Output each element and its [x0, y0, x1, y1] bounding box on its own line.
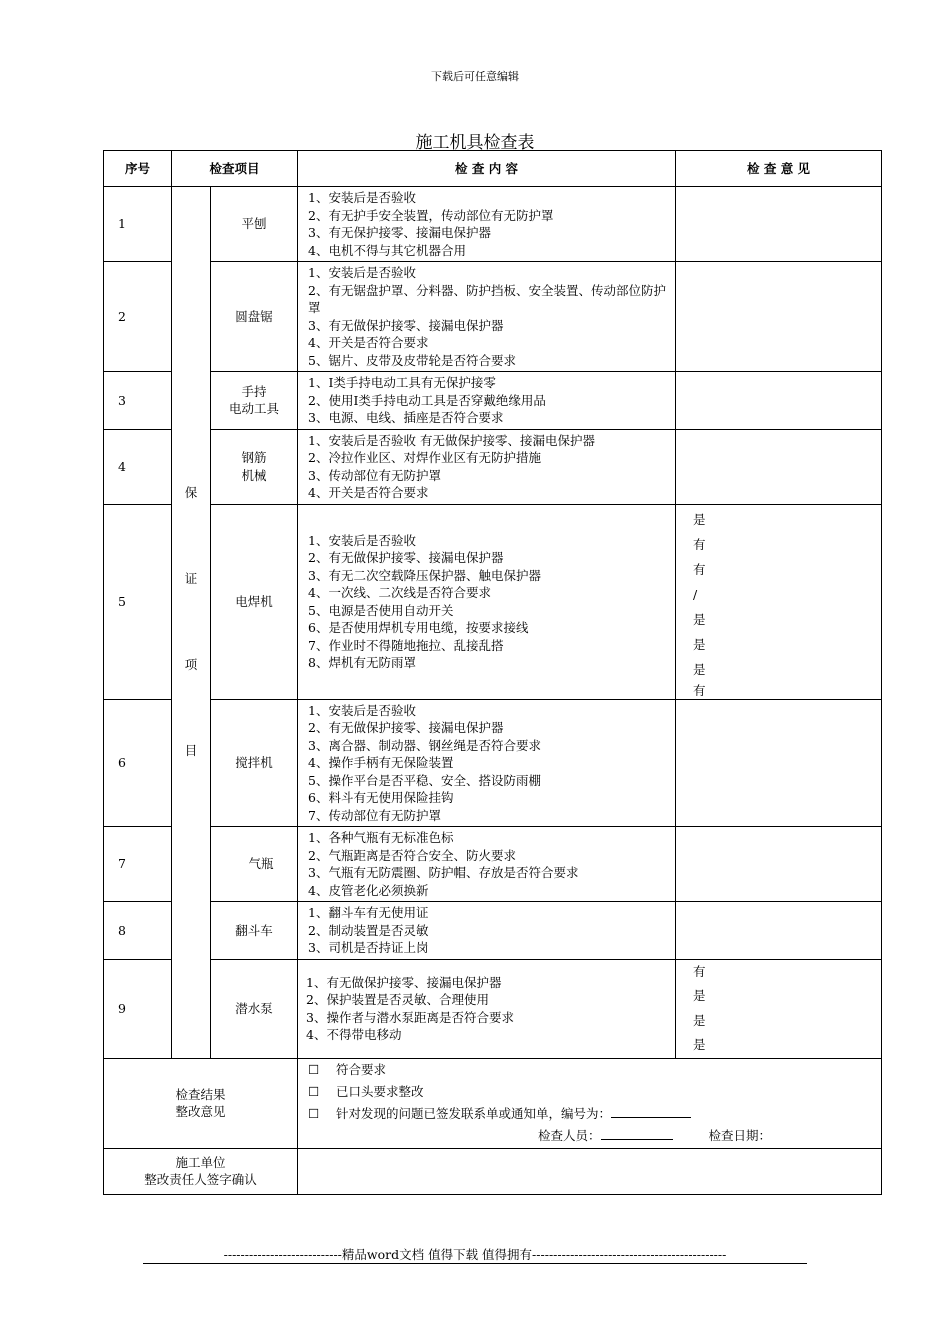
content-line: 2、制动装置是否灵敏: [308, 922, 429, 938]
content-line: 3、有无做保护接零、接漏电保护器: [308, 317, 504, 333]
footer-rule: [143, 1263, 807, 1264]
item-name: 圆盘锯: [235, 308, 273, 324]
row-opinion: [676, 504, 882, 699]
content-line: 1、I类手持电动工具有无保护接零: [308, 375, 496, 390]
result-label-line: 整改意见: [175, 1104, 226, 1119]
content-line: 1、翻斗车有无使用证: [308, 905, 429, 920]
row-content: [298, 372, 676, 430]
result-option[interactable]: [298, 1103, 881, 1125]
row-item: [211, 429, 298, 504]
content-line: 4、开关是否符合要求: [308, 485, 429, 500]
content-line: 3、操作者与潜水泵距离是否符合要求: [306, 1009, 514, 1025]
row-opinion: [676, 262, 882, 372]
item-name: 机械: [241, 467, 267, 483]
content-line: 3、传动部位有无防护罩: [308, 467, 441, 483]
content-line: 1、有无做保护接零、接漏电保护器: [306, 974, 502, 990]
inspector-label: 检查人员：: [538, 1128, 601, 1143]
content-line: 2、有无锯盘护罩、分料器、防护挡板、安全装置、传动部位防护罩: [308, 282, 666, 315]
category-char: 目: [184, 743, 198, 759]
table-row: [104, 187, 882, 262]
header-opinion: 检 查 意 见: [676, 151, 882, 187]
content-line: 3、司机是否持证上岗: [308, 940, 429, 955]
item-name: 搅拌机: [235, 755, 273, 770]
item-name: 气瓶: [248, 856, 274, 872]
content-line: 1、安装后是否验收: [308, 702, 416, 718]
table-row: [104, 262, 882, 372]
table-row: [104, 699, 882, 827]
content-line: 2、有无护手安全装置，传动部位有无防护罩: [308, 207, 554, 223]
content-line: 3、电源、电线、插座是否符合要求: [308, 410, 504, 425]
row-seq: 4: [104, 429, 172, 504]
signature-row: [104, 1148, 882, 1194]
row-opinion: [676, 187, 882, 262]
content-line: 8、焊机有无防雨罩: [308, 655, 416, 670]
item-name: 电动工具: [229, 401, 280, 417]
row-seq: 8: [104, 902, 172, 960]
content-line: 3、气瓶有无防震圈、防护帽、存放是否符合要求: [308, 865, 579, 880]
inspector-line: [298, 1125, 881, 1147]
row-item: [211, 902, 298, 960]
signature-field[interactable]: [298, 1148, 882, 1194]
header-row: [104, 151, 882, 187]
row-seq: 7: [104, 827, 172, 902]
opinion-value: 有: [693, 963, 706, 979]
table-row: [104, 902, 882, 960]
content-line: 2、使用I类手持电动工具是否穿戴绝缘用品: [308, 392, 546, 408]
content-line: 1、安装后是否验收: [308, 190, 416, 205]
content-line: 6、料斗有无使用保险挂钩: [308, 790, 454, 805]
header-item: 检查项目: [172, 151, 298, 187]
row-item: [211, 504, 298, 699]
row-seq: 1: [104, 187, 172, 262]
opinion-value: 是: [693, 1037, 706, 1052]
row-opinion: [676, 959, 882, 1058]
row-content: [298, 504, 676, 699]
row-content: [298, 187, 676, 262]
content-line: 5、锯片、皮带及皮带轮是否符合要求: [308, 352, 516, 368]
content-line: 5、操作平台是否平稳、安全、搭设防雨棚: [308, 772, 541, 788]
item-name: 钢筋: [241, 450, 267, 465]
content-line: 7、作业时不得随地拖拉、乱接乱搭: [308, 637, 504, 653]
content-line: 4、不得带电移动: [306, 1027, 402, 1042]
content-line: 1、各种气瓶有无标准色标: [308, 830, 454, 845]
page-title: 施工机具检查表: [415, 133, 535, 153]
result-label: [104, 1058, 298, 1148]
content-line: 2、气瓶距离是否符合安全、防火要求: [308, 847, 516, 863]
content-line: 2、有无做保护接零、接漏电保护器: [308, 550, 504, 565]
checkbox-icon[interactable]: ☐: [308, 1084, 320, 1099]
result-label-line: 检查结果: [175, 1086, 226, 1102]
row-opinion: [676, 372, 882, 430]
row-seq: 5: [104, 504, 172, 699]
date-label: 检查日期：: [708, 1128, 772, 1143]
row-opinion: [676, 699, 882, 827]
opinion-value: 是: [693, 988, 706, 1003]
content-line: 4、一次线、二次线是否符合要求: [308, 585, 491, 600]
row-opinion: [676, 827, 882, 902]
header-content: 检 查 内 容: [298, 151, 676, 187]
content-line: 1、安装后是否验收 有无做保护接零、接漏电保护器: [308, 432, 595, 448]
content-line: 1、安装后是否验收: [308, 532, 416, 548]
content-line: 2、冷拉作业区、对焊作业区有无防护措施: [308, 450, 541, 465]
result-option[interactable]: [298, 1059, 881, 1081]
row-content: [298, 902, 676, 960]
inspection-table: [103, 150, 882, 1195]
content-line: 4、开关是否符合要求: [308, 335, 429, 350]
content-line: 7、传动部位有无防护罩: [308, 807, 441, 823]
result-option-label: 符合要求: [336, 1062, 387, 1077]
item-name: 手持: [241, 383, 267, 399]
checkbox-icon[interactable]: ☐: [308, 1062, 320, 1077]
row-seq: 9: [104, 959, 172, 1058]
table-row: [104, 429, 882, 504]
content-line: 6、是否使用焊机专用电缆，按要求接线: [308, 620, 529, 635]
row-opinion: [676, 902, 882, 960]
opinion-value: /: [693, 586, 698, 602]
category-char: 保: [184, 485, 198, 501]
item-name: 翻斗车: [235, 922, 273, 938]
notice-number-blank[interactable]: [611, 1105, 691, 1118]
row-item: [211, 827, 298, 902]
opinion-value: 是: [693, 636, 706, 652]
item-name: 电焊机: [235, 593, 273, 609]
opinion-value: 是: [693, 511, 706, 527]
row-seq: 2: [104, 262, 172, 372]
content-line: 3、有无保护接零、接漏电保护器: [308, 225, 491, 240]
opinion-value: 有: [693, 536, 706, 552]
row-item: [211, 262, 298, 372]
row-item: [211, 372, 298, 430]
opinion-value: 是: [693, 1012, 706, 1028]
row-item: [211, 699, 298, 827]
table-row: [104, 827, 882, 902]
header-note: 下载后可任意编辑: [431, 70, 519, 83]
signature-label-line: 整改责任人签字确认: [144, 1172, 257, 1187]
item-name: 平刨: [241, 216, 267, 232]
table-row: [104, 372, 882, 430]
category-cell: [172, 187, 211, 1059]
row-content: [298, 959, 676, 1058]
result-cell: [298, 1058, 882, 1148]
content-line: 2、有无做保护接零、接漏电保护器: [308, 720, 504, 735]
content-line: 5、电源是否使用自动开关: [308, 602, 454, 618]
opinion-value: 是: [693, 661, 706, 677]
result-option[interactable]: [298, 1081, 881, 1103]
category-char: 项: [184, 657, 198, 673]
row-seq: 3: [104, 372, 172, 430]
category-char: 证: [184, 571, 198, 587]
item-name: 潜水泵: [235, 1000, 273, 1016]
content-line: 4、操作手柄有无保险装置: [308, 755, 454, 770]
row-seq: 6: [104, 699, 172, 827]
content-line: 4、电机不得与其它机器合用: [308, 242, 466, 258]
table-row: [104, 504, 882, 699]
content-line: 3、有无二次空载降压保护器、触电保护器: [308, 567, 541, 583]
checkbox-icon[interactable]: ☐: [308, 1106, 320, 1121]
content-line: 4、皮管老化必须换新: [308, 882, 429, 898]
signature-label-line: 施工单位: [175, 1154, 226, 1170]
result-option-label: 已口头要求整改: [336, 1084, 424, 1099]
header-seq: 序号: [104, 151, 172, 187]
opinion-value: 有: [693, 682, 706, 698]
row-content: [298, 827, 676, 902]
opinion-value: 是: [693, 611, 706, 627]
result-option-label: 针对发现的问题已签发联系单或通知单，编号为：: [336, 1106, 612, 1121]
content-line: 1、安装后是否验收: [308, 265, 416, 280]
opinion-value: 有: [693, 561, 706, 577]
row-content: [298, 699, 676, 827]
row-opinion: [676, 429, 882, 504]
content-line: 2、保护装置是否灵敏、合理使用: [306, 992, 489, 1007]
row-content: [298, 262, 676, 372]
table-row: [104, 959, 882, 1058]
row-item: [211, 959, 298, 1058]
result-row: [104, 1058, 882, 1148]
row-content: [298, 429, 676, 504]
signature-label: [104, 1148, 298, 1194]
row-item: [211, 187, 298, 262]
inspector-blank[interactable]: [601, 1127, 673, 1140]
content-line: 3、离合器、制动器、钢丝绳是否符合要求: [308, 737, 541, 753]
footer-text: ----------------------------精品word文档 值得下载 值得拥有----------------------------------------------: [223, 1247, 727, 1262]
